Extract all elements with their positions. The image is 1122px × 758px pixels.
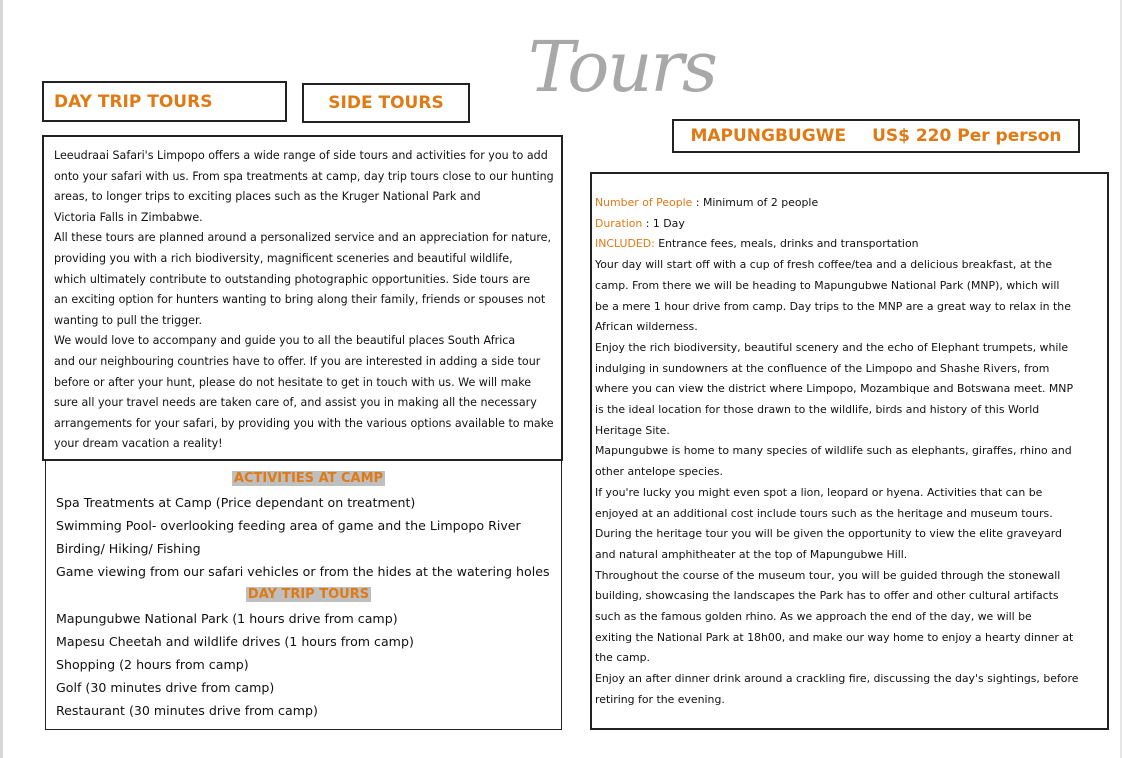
list-item: Golf (30 minutes drive from camp)	[56, 680, 275, 695]
detail-line: is the ideal location for those drawn to the wildlife, birds and history of this World	[595, 403, 1040, 417]
activities-and-day-trips-box	[45, 461, 562, 730]
intro-line: before or after your hunt, please do not hesitate to get in touch with us. We will make	[54, 375, 532, 389]
detail-line: Throughout the course of the museum tour, you will be guided through the stonewall	[595, 568, 1061, 582]
intro-line: an exciting option for hunters wanting to bring along their family, friends or spouses not	[54, 293, 546, 307]
list-item: Swimming Pool- overlooking feeding area of game and the Limpopo River	[56, 518, 521, 533]
detail-line: camp. From there we will be heading to Mapungubwe National Park (MNP), which will	[595, 278, 1060, 292]
page-title: Tours	[528, 26, 716, 108]
detail-line: During the heritage tour you will be given the opportunity to view the elite graveyard	[595, 527, 1062, 541]
detail-line: other antelope species.	[595, 465, 723, 479]
included-value: Entrance fees, meals, drinks and transportation	[654, 237, 919, 251]
intro-text-box	[42, 135, 563, 461]
detail-line: Enjoy the rich biodiversity, beautiful scenery and the echo of Elephant trumpets, while	[595, 340, 1069, 354]
day-trip-tours-button[interactable]: DAY TRIP TOURS	[42, 81, 287, 122]
day-trips-heading-label: DAY TRIP TOURS	[247, 587, 370, 602]
mapungubwe-price: US$ 220 Per person	[872, 126, 1062, 146]
intro-line: Victoria Falls in Zimbabwe.	[54, 210, 203, 224]
detail-line: and natural amphitheater at the top of Mapungubwe Hill.	[595, 547, 908, 561]
intro-line: arrangements for your safari, by providing you with the various options available to make	[54, 416, 554, 430]
intro-line: and our neighbouring countries have to offer. If you are interested in adding a side tour	[54, 354, 541, 368]
duration-row	[595, 214, 1103, 235]
detail-line: Enjoy an after dinner drink around a crackling fire, discussing the day's sightings, before	[595, 672, 1079, 686]
intro-line: sure all your travel needs are taken care of, and assist you in making all the necessary	[54, 396, 537, 410]
detail-line: be a mere 1 hour drive from camp. Day trips to the MNP are a great way to relax in the	[595, 299, 1071, 313]
detail-line: building, showcasing the landscapes the Park has to offer and other cultural artifacts	[595, 589, 1059, 603]
intro-line: All these tours are planned around a personalized service and an appreciation for nature,	[54, 231, 552, 245]
page-edge-left	[0, 0, 3, 758]
list-item: Spa Treatments at Camp (Price dependant on treatment)	[56, 495, 416, 510]
detail-line: the camp.	[595, 651, 650, 665]
intro-line: We would love to accompany and guide you to all the beautiful places South Africa	[54, 334, 516, 348]
list-item: Mapesu Cheetah and wildlife drives (1 hours from camp)	[56, 634, 414, 649]
intro-line: onto your safari with us. From spa treatments at camp, day trip tours close to our hunting	[54, 169, 554, 183]
activities-heading-label: ACTIVITIES AT CAMP	[233, 471, 384, 486]
day-trips-heading	[56, 583, 561, 606]
detail-line: such as the famous golden rhino. As we approach the end of the day, we will be	[595, 610, 1032, 624]
intro-line: providing you with a rich biodiversity, magnificent sceneries and beautiful wildlife,	[54, 251, 513, 265]
people-row	[595, 193, 1103, 214]
mapungubwe-details-box	[590, 172, 1109, 730]
list-item: Restaurant (30 minutes drive from camp)	[56, 703, 318, 718]
duration-value: : 1 Day	[642, 216, 685, 230]
list-item: Mapungubwe National Park (1 hours drive from camp)	[56, 611, 398, 626]
duration-label: Duration	[595, 216, 643, 230]
detail-line: Mapungubwe is home to many species of wildlife such as elephants, giraffes, rhino and	[595, 444, 1072, 458]
intro-line: your dream vacation a reality!	[54, 437, 223, 451]
detail-line: Heritage Site.	[595, 423, 670, 437]
people-label: Number of People	[595, 196, 693, 209]
detail-line: African wilderness.	[595, 320, 698, 334]
list-item: Game viewing from our safari vehicles or from the hides at the watering holes	[56, 564, 550, 579]
included-label: INCLUDED:	[595, 237, 655, 251]
side-tours-button[interactable]: SIDE TOURS	[302, 83, 470, 123]
detail-line: exiting the National Park at 18h00, and make our way home to enjoy a hearty dinner at	[595, 630, 1074, 644]
mapungubwe-price-button[interactable]	[672, 119, 1080, 153]
intro-line: Leeudraai Safari's Limpopo offers a wide range of side tours and activities for you to add	[54, 149, 548, 162]
activities-heading	[56, 467, 561, 490]
detail-line: retiring for the evening.	[595, 692, 725, 706]
intro-line: areas, to longer trips to exciting places such as the Kruger National Park and	[54, 190, 481, 204]
list-item: Shopping (2 hours from camp)	[56, 657, 249, 672]
mapungubwe-name: MAPUNGBUGWE	[690, 126, 847, 146]
intro-line: wanting to pull the trigger.	[54, 313, 203, 327]
detail-line: where you can view the district where Limpopo, Mozambique and Botswana meet. MNP	[595, 382, 1074, 396]
intro-line: which ultimately contribute to outstanding photographic opportunities. Side tours are	[54, 272, 531, 286]
detail-line: indulging in sundowners at the confluence of the Limpopo and Shashe Rivers, from	[595, 361, 1050, 375]
included-row	[595, 234, 1103, 255]
detail-line: If you're lucky you might even spot a lion, leopard or hyena. Activities that can be	[595, 485, 1043, 499]
detail-line: enjoyed at an additional cost include tours such as the heritage and museum tours.	[595, 506, 1053, 520]
detail-line: Your day will start off with a cup of fresh coffee/tea and a delicious breakfast, at the	[595, 258, 1053, 272]
list-item: Birding/ Hiking/ Fishing	[56, 541, 201, 556]
people-value: : Minimum of 2 people	[692, 196, 819, 209]
